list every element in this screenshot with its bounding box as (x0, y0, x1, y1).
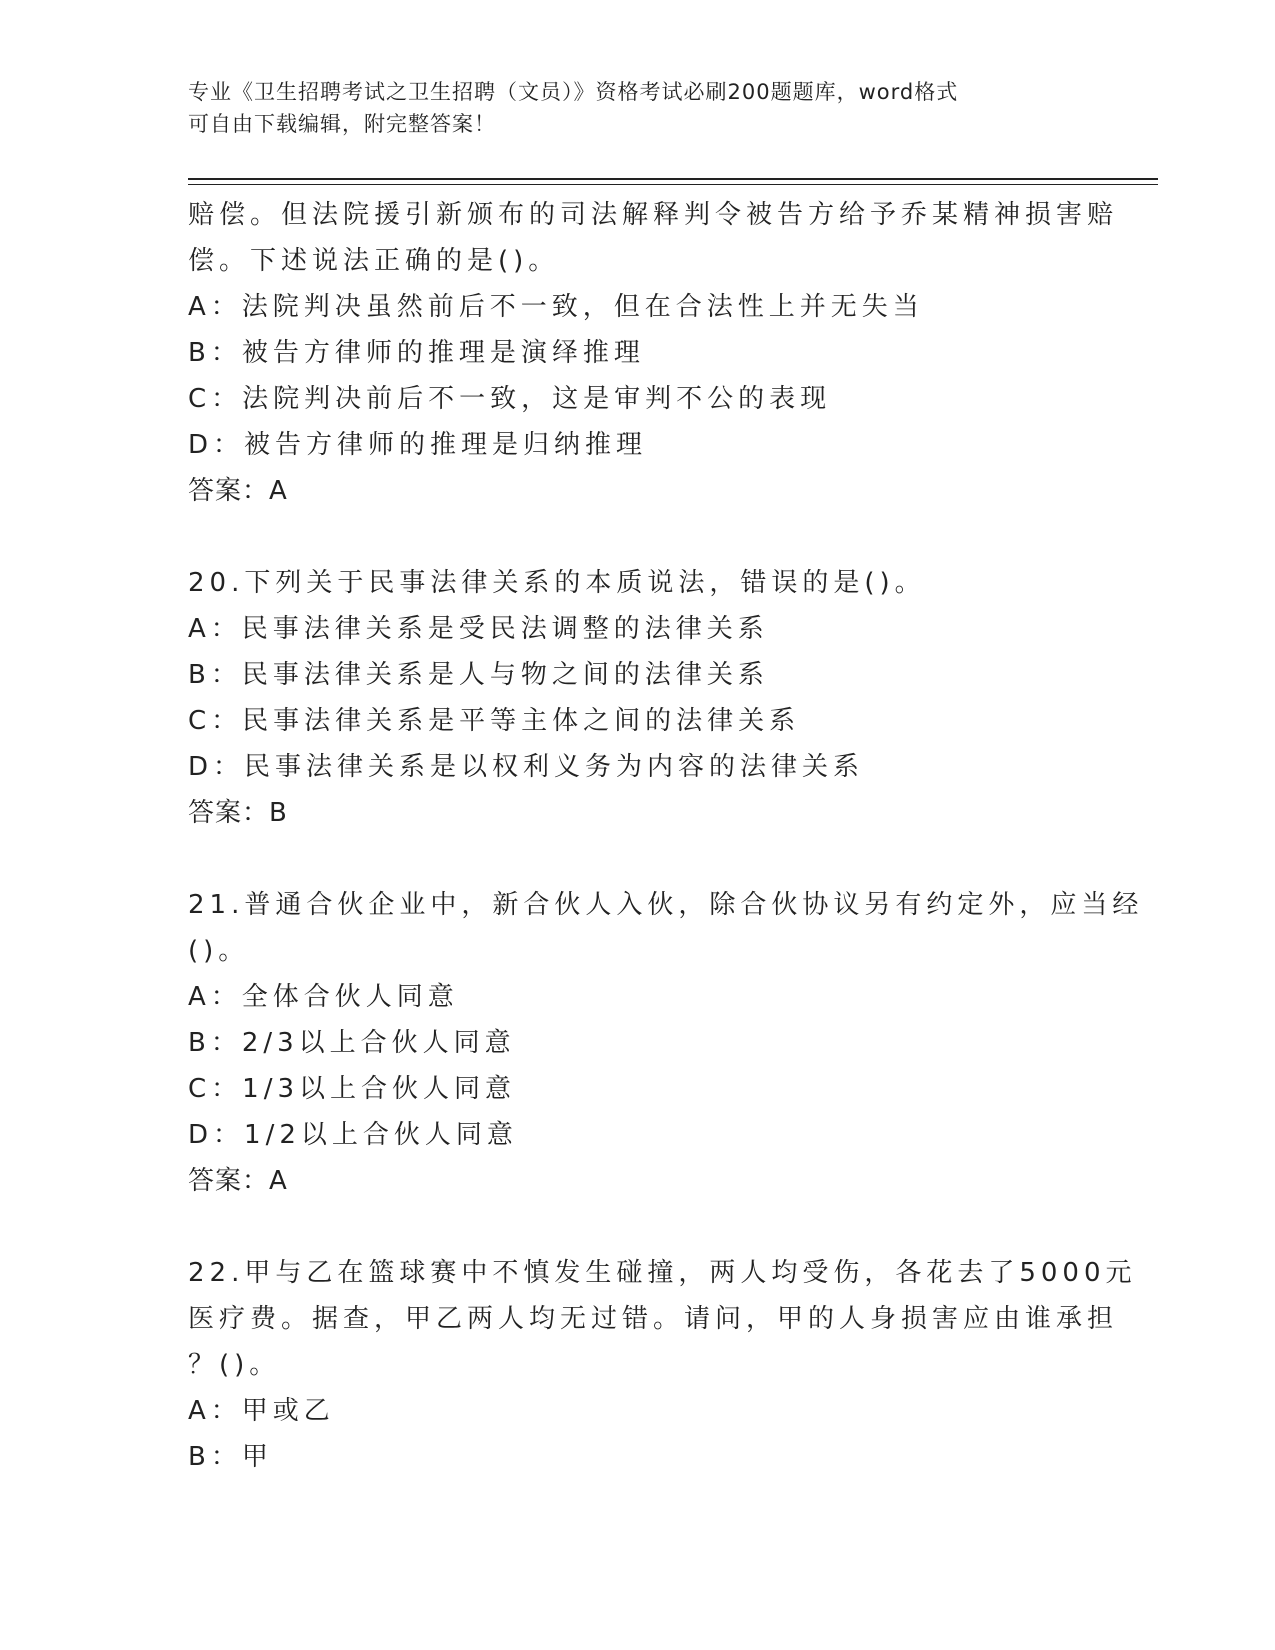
question-19 (188, 192, 1119, 514)
header-divider-thick (188, 178, 1158, 180)
question-text-line: 偿。下述说法正确的是()。 (188, 246, 560, 276)
question-text-line: ？()。 (188, 1350, 281, 1380)
option-a: A：法院判决虽然前后不一致，但在合法性上并无失当 (188, 292, 924, 322)
header-line-2: 可自由下载编辑，附完整答案！ (188, 112, 496, 136)
option-a: A：民事法律关系是受民法调整的法律关系 (188, 614, 769, 644)
option-b: B：被告方律师的推理是演绎推理 (188, 338, 645, 368)
spacer (188, 1204, 1088, 1250)
spacer (188, 836, 1088, 882)
answer-label: 答案：A (188, 1166, 288, 1196)
question-text-line: 20.下列关于民事法律关系的本质说法，错误的是()。 (188, 568, 926, 598)
answer-label: 答案：B (188, 798, 288, 828)
option-c: C：1/3以上合伙人同意 (188, 1074, 516, 1104)
question-text-line: 22.甲与乙在篮球赛中不慎发生碰撞，两人均受伤，各花去了5000元 (188, 1258, 1137, 1288)
question-22 (188, 1250, 1137, 1480)
option-c: C：民事法律关系是平等主体之间的法律关系 (188, 706, 801, 736)
option-b: B：甲 (188, 1442, 273, 1472)
document-header (188, 76, 1088, 140)
header-line-1: 专业《卫生招聘考试之卫生招聘（文员）》资格考试必刷200题题库，word格式 (188, 80, 959, 104)
question-text-line: 医疗费。据查，甲乙两人均无过错。请问，甲的人身损害应由谁承担 (188, 1304, 1119, 1334)
option-d: D：1/2以上合伙人同意 (188, 1120, 518, 1150)
question-21 (188, 882, 1144, 1204)
option-d: D：被告方律师的推理是归纳推理 (188, 430, 648, 460)
spacer (188, 514, 1088, 560)
option-b: B：2/3以上合伙人同意 (188, 1028, 516, 1058)
question-text-line: 21.普通合伙企业中，新合伙人入伙，除合伙协议另有约定外，应当经 (188, 890, 1144, 920)
option-c: C：法院判决前后不一致，这是审判不公的表现 (188, 384, 832, 414)
option-a: A：全体合伙人同意 (188, 982, 459, 1012)
question-list (188, 192, 1144, 1480)
question-text-line: 赔偿。但法院援引新颁布的司法解释判令被告方给予乔某精神损害赔 (188, 200, 1119, 230)
header-divider-thin (188, 184, 1158, 185)
question-20 (188, 560, 1088, 836)
answer-label: 答案：A (188, 476, 288, 506)
question-text-line: ()。 (188, 936, 250, 966)
option-d: D：民事法律关系是以权利义务为内容的法律关系 (188, 752, 865, 782)
option-a: A：甲或乙 (188, 1396, 335, 1426)
option-b: B：民事法律关系是人与物之间的法律关系 (188, 660, 769, 690)
